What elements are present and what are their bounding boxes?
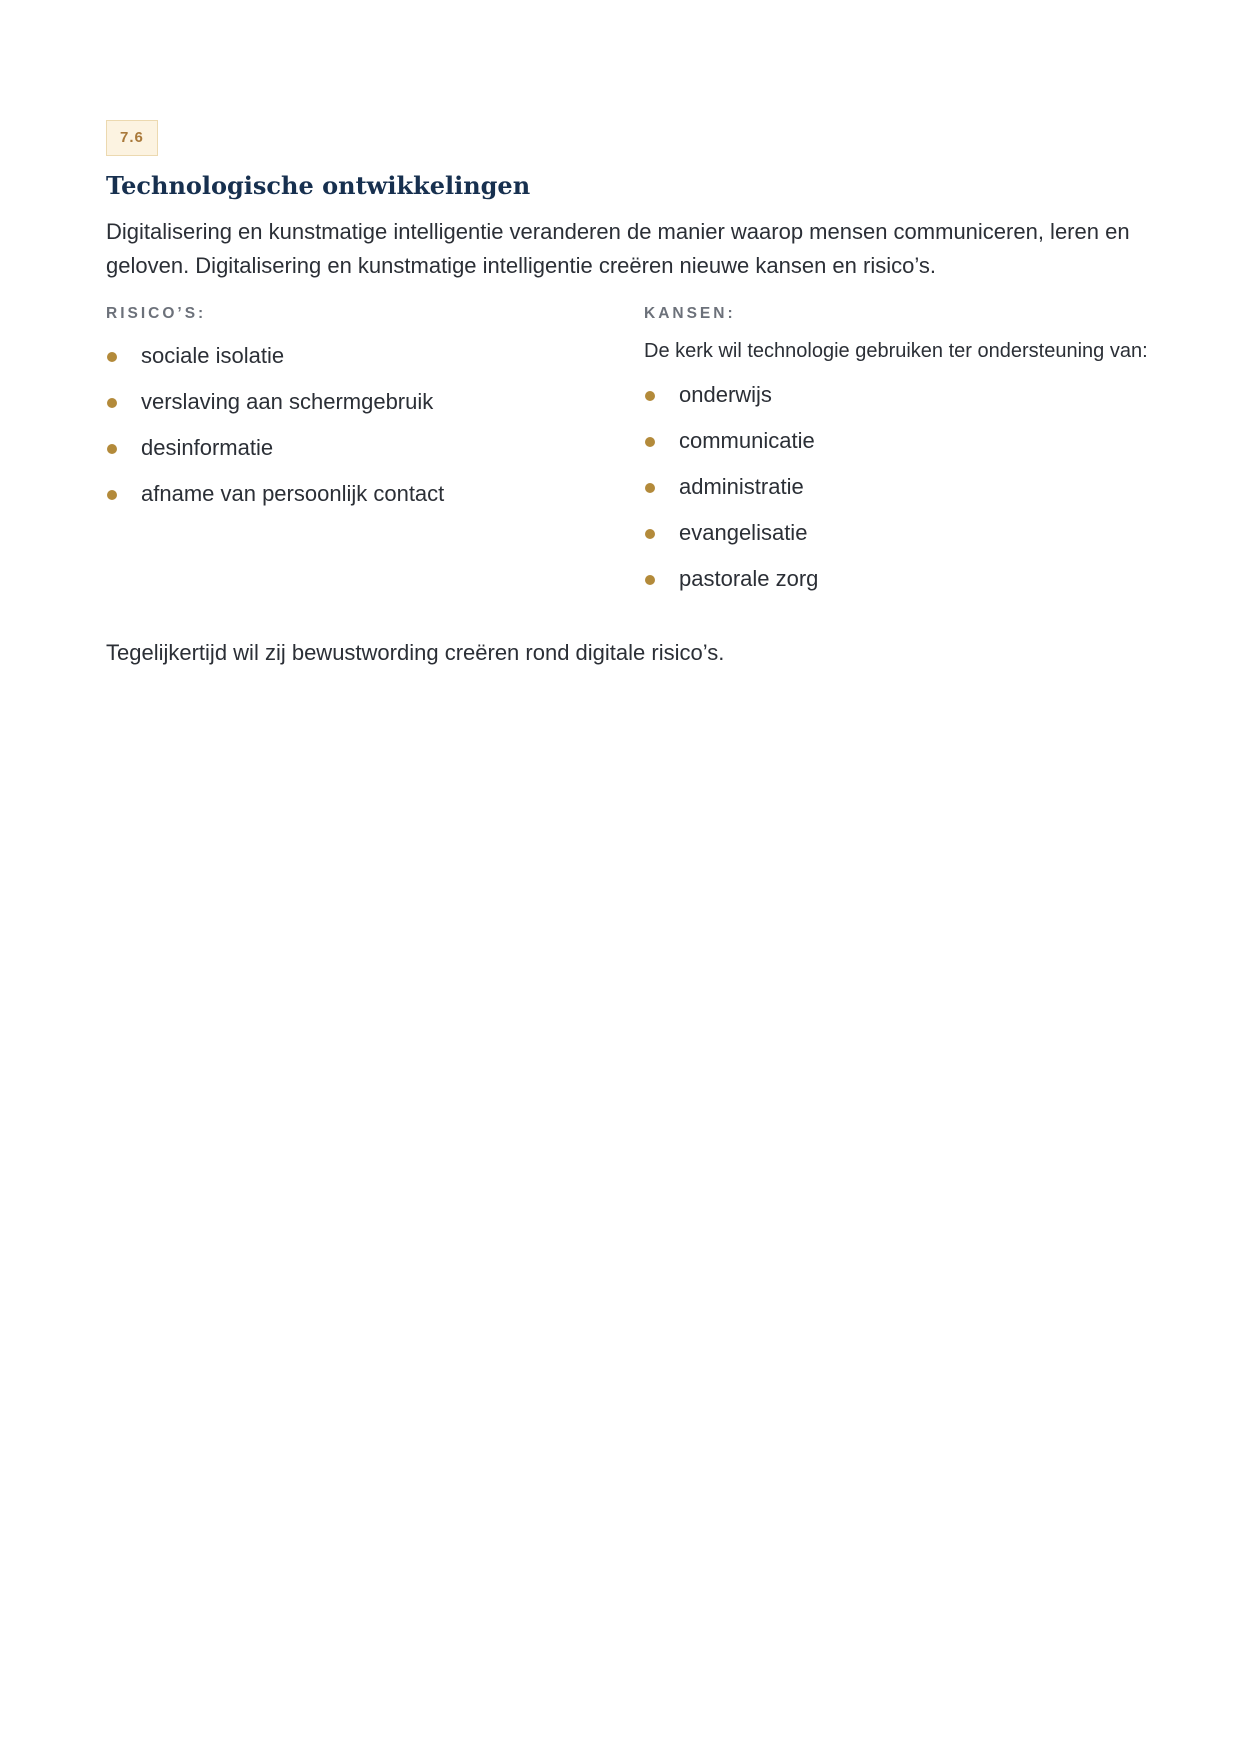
risks-column <box>106 303 644 610</box>
opportunity-item-text: pastorale zorg <box>679 566 819 591</box>
opportunity-item-text: administratie <box>679 474 804 499</box>
opportunity-list-item <box>644 564 1182 594</box>
opportunity-list-item <box>644 380 1182 410</box>
document-page <box>106 120 1148 670</box>
bullet-dot-icon <box>645 575 655 585</box>
bullet-dot-icon <box>107 444 117 454</box>
risk-item-text: desinformatie <box>141 435 274 460</box>
intro-paragraph: Digitalisering en kunstmatige intelligentie veranderen de manier waarop mensen communiceren, leren en geloven. Digitalisering en kunstmatige intelligentie creëren nieuwe kansen en risico’s. <box>106 219 1130 278</box>
opportunity-list-item <box>644 426 1182 456</box>
opportunity-item-text: evangelisatie <box>679 520 808 545</box>
risk-item-text: sociale isolatie <box>141 343 285 368</box>
bullet-dot-icon <box>645 529 655 539</box>
opportunities-list <box>644 380 1182 594</box>
risk-item-text: verslaving aan schermgebruik <box>141 389 434 414</box>
risk-list-item <box>106 341 644 371</box>
bullet-dot-icon <box>107 352 117 362</box>
bullet-dot-icon <box>645 391 655 401</box>
risk-list-item <box>106 433 644 463</box>
opportunity-item-text: onderwijs <box>679 382 772 407</box>
opportunities-intro: De kerk wil technologie gebruiken ter ondersteuning van: <box>644 340 1148 362</box>
risk-list-item <box>106 479 644 509</box>
risks-opportunities-columns <box>106 303 1148 610</box>
risk-list-item <box>106 387 644 417</box>
bullet-dot-icon <box>645 437 655 447</box>
closing-paragraph: Tegelijkertijd wil zij bewustwording creëren rond digitale risico’s. <box>106 640 725 665</box>
opportunity-list-item <box>644 472 1182 502</box>
opportunity-list-item <box>644 518 1182 548</box>
opportunities-heading: KANSEN: <box>644 305 736 322</box>
bullet-dot-icon <box>107 490 117 500</box>
section-number-badge: 7.6 <box>106 120 158 156</box>
section-title: Technologische ontwikkelingen <box>106 171 531 200</box>
opportunities-column <box>644 303 1182 610</box>
risk-item-text: afname van persoonlijk contact <box>141 481 445 506</box>
bullet-dot-icon <box>107 398 117 408</box>
risks-list <box>106 341 644 509</box>
opportunity-item-text: communicatie <box>679 428 815 453</box>
risks-heading: RISICO’S: <box>106 305 207 322</box>
bullet-dot-icon <box>645 483 655 493</box>
